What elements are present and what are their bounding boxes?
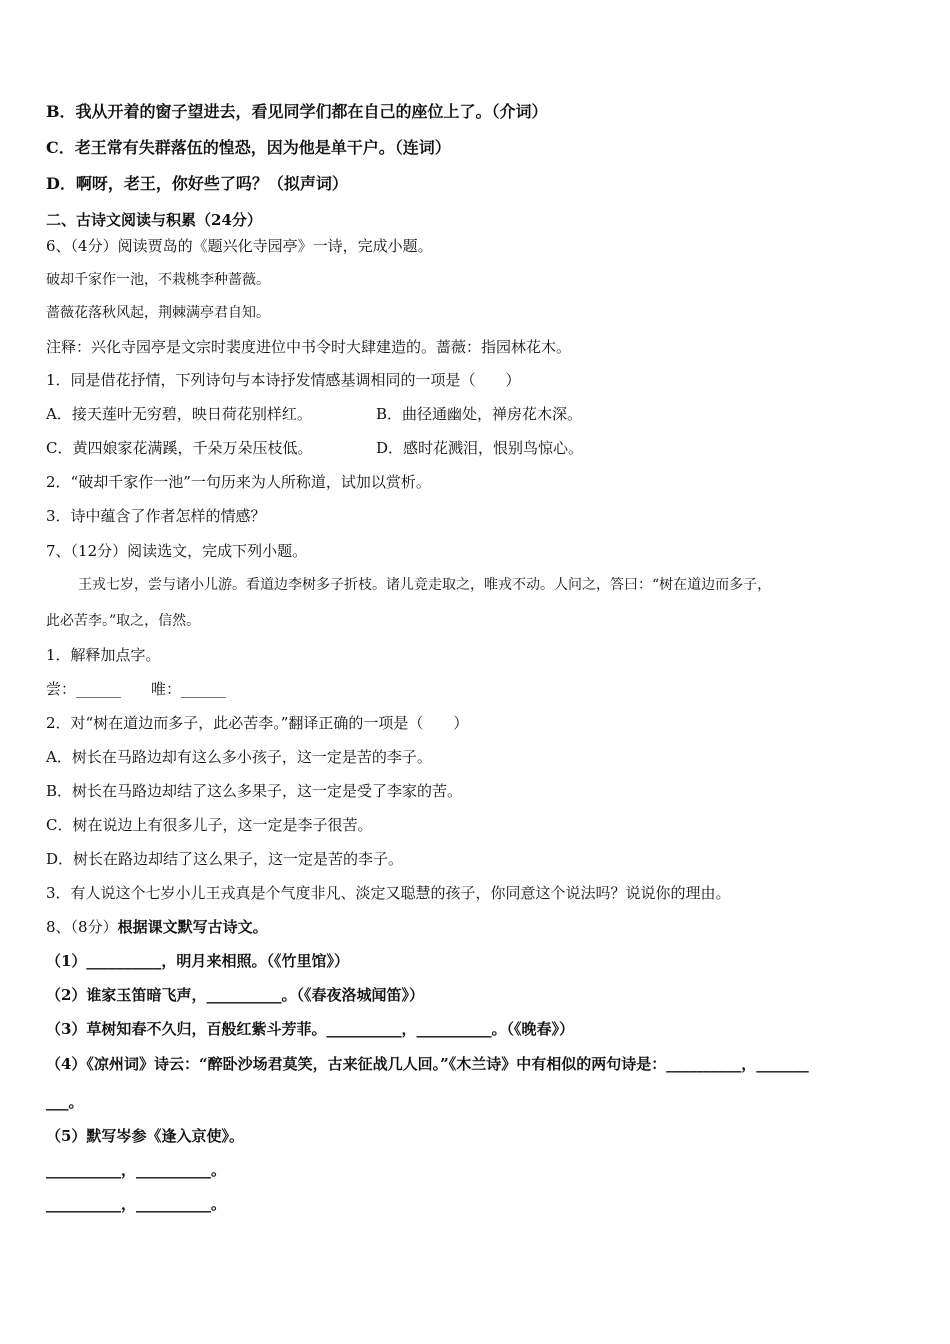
q7-sub1: 1．解释加点字。: [46, 646, 161, 664]
q7-passage-line2: 此必苦李。”取之，信然。: [46, 613, 201, 629]
q7-option-a: A．树长在马路边却有这么多小孩子，这一定是苦的李子。: [46, 748, 432, 766]
q6-options-row2: [46, 438, 583, 458]
q8-stem: [46, 917, 268, 937]
option-c-prev: C．老王常有失群落伍的惶恐，因为他是单干户。（连词）: [46, 138, 451, 157]
q8-item-4-continued: ___。: [46, 1093, 84, 1111]
poem-line-1: 破却千家作一池，不栽桃李种蔷薇。: [46, 272, 270, 288]
q8-item-1: （1）__________，明月来相照。（《竹里馆》）: [46, 952, 349, 970]
q7-option-b: B．树长在马路边却结了这么多果子，这一定是受了李家的苦。: [46, 782, 463, 800]
q6-note: 注释：兴化寺园亭是文宗时裴度进位中书令时大肆建造的。蔷薇：指园林花木。: [46, 338, 572, 356]
q7-option-d: D．树长在路边却结了这么果子，这一定是苦的李子。: [46, 850, 404, 868]
q6-options-row1: [46, 404, 582, 424]
poem-line-2: 蔷薇花落秋风起，荆棘满亭君自知。: [46, 305, 270, 321]
q6-option-d: D．感时花溅泪，恨别鸟惊心。: [376, 439, 584, 457]
q7-option-c: C．树在说边上有很多儿子，这一定是李子很苦。: [46, 816, 373, 834]
q8-item-4: （4）《凉州词》诗云：“醉卧沙场君莫笑，古来征战几人回。”《木兰诗》中有相似的两句诗是：__________，_______: [46, 1055, 809, 1073]
option-b-prev: B．我从开着的窗子望进去，看见同学们都在自己的座位上了。（介词）: [46, 102, 548, 121]
q8-stem-prefix: 8、（8分）: [46, 918, 118, 936]
q8-item-5-line2: __________，__________。: [46, 1195, 227, 1213]
q6-option-a: A．接天莲叶无穷碧，映日荷花别样红。: [46, 405, 312, 423]
q8-item-5: （5）默写岑参《逢入京使》。: [46, 1127, 244, 1145]
q6-sub3: 3．诗中蕴含了作者怎样的情感？: [46, 507, 266, 525]
q8-item-3: （3）草树知春不久归，百般红紫斗芳菲。__________，__________。（《晚春》）: [46, 1020, 574, 1038]
q6-option-b: B．曲径通幽处，禅房花木深。: [376, 405, 583, 423]
q7-blanks: 尝：______ 唯：______: [46, 680, 227, 698]
q6-sub2: 2．“破却千家作一池”一句历来为人所称道，试加以赏析。: [46, 473, 431, 491]
q7-stem: 7、（12分）阅读选文，完成下列小题。: [46, 542, 308, 560]
q8-item-5-line1: __________，__________。: [46, 1161, 227, 1179]
option-d-prev: D．啊呀，老王，你好些了吗？（拟声词）: [46, 174, 348, 193]
q6-stem: 6、（4分）阅读贾岛的《题兴化寺园亭》一诗，完成小题。: [46, 237, 433, 255]
q8-stem-title: 根据课文默写古诗文。: [117, 918, 268, 936]
section-title: 二、古诗文阅读与积累（24分）: [46, 211, 262, 229]
q6-option-c: C．黄四娘家花满蹊，千朵万朵压枝低。: [46, 439, 313, 457]
q8-item-2: （2）谁家玉笛暗飞声，__________。（《春夜洛城闻笛》）: [46, 986, 424, 1004]
q7-sub2: 2．对“树在道边而多子，此必苦李。”翻译正确的一项是（ ）: [46, 714, 469, 732]
q7-sub3: 3．有人说这个七岁小儿王戎真是个气度非凡、淡定又聪慧的孩子，你同意这个说法吗？说说你的理由。: [46, 884, 731, 902]
q7-passage-line1: 王戎七岁，尝与诸小儿游。看道边李树多子折枝。诸儿竞走取之，唯戎不动。人问之，答曰：“树在道边而多子，: [78, 577, 772, 593]
q6-sub1: 1．同是借花抒情，下列诗句与本诗抒发情感基调相同的一项是（ ）: [46, 371, 521, 389]
